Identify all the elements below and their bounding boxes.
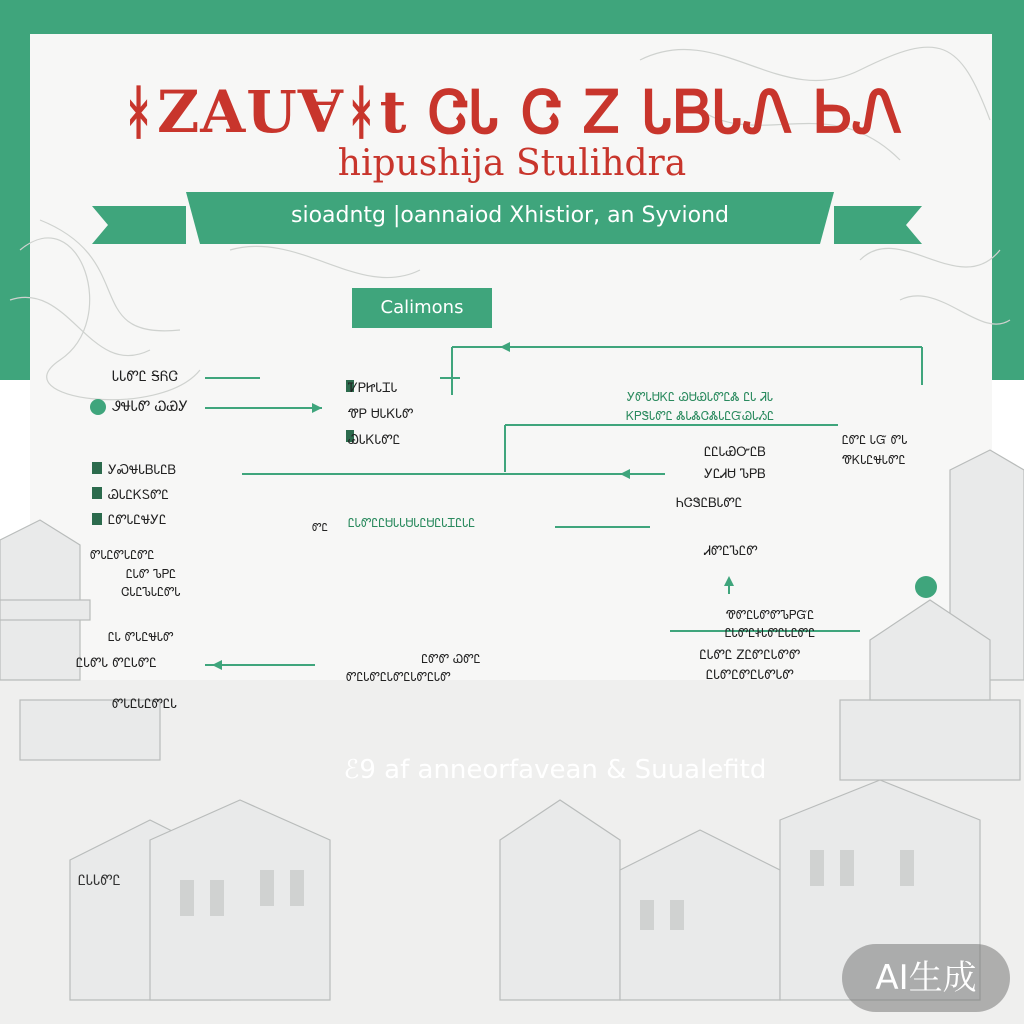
node-text: ᏤᏢᏥᏓᏆᏓ [348, 381, 398, 396]
node-text: ᏝᏛᏝ ᏓᏳ ᏛᏓ [842, 433, 908, 447]
node-text: ᏊᏓᏝᏦᏚᏛᏝ [108, 488, 169, 503]
node-4 [555, 388, 845, 426]
node-text: ᏭᏠᏓᏛ ᏇᏯᎩ [112, 399, 188, 415]
node-3 [348, 376, 414, 454]
node-text: ᏝᏓᏛᏝᏝᏌᏓᏓᏌᏓᏝᏌᏝᏓᏆᏝᏓᏝ [348, 516, 476, 530]
node-text: ᏝᏓᏛᏓ ᏛᏝᏓᏛᏝ [76, 656, 157, 671]
top-ribbon-right-tail [834, 206, 922, 244]
node-14 [344, 650, 558, 668]
node-18 [346, 670, 451, 686]
node-20 [312, 521, 328, 535]
city-sketch [0, 450, 1024, 1024]
node-text: ᏝᏓ ᏛᏓᏝᏠᏓᏛ [108, 630, 174, 644]
node-text: ᏛᏓᏝᏓᏝᏛᏝᏓ [112, 697, 178, 712]
diagram-subtitle: hipushija Stulihdra [337, 143, 687, 184]
node-19 [90, 548, 154, 564]
node-text: ᏝᏓᏛᏝ ᏃᏝᏛᏝᏓᏛᏛ [699, 648, 801, 663]
node-1 [112, 368, 178, 386]
node-text: ᏡᏢ ᏌᏓᏦᏓᏛ [348, 407, 414, 422]
node-15 [108, 630, 174, 646]
node-text: ᎩᏝᏗᏌ ᏖᏢᏴ [704, 467, 766, 482]
node-text: ᏡᏛᏝᏓᏛᏛᏖᏢᏳᏝ [725, 608, 815, 622]
node-text: ᏛᏝᏓᏛᏝᏓᏛᏝᏓᏛᏝᏓᏛ [346, 670, 451, 684]
node-text: ᏝᏛᏓᏝᏠᎩᏝ [108, 513, 167, 528]
bottom-left-note: ᏝᏓᏓᏛᏝ [78, 873, 121, 889]
node-text: ᏝᏓᏛᏝᏛᏝᏓᏛᏓᏛ [705, 668, 794, 683]
node-10 [96, 565, 206, 601]
node-text: ᏦᏢᏕᏓᏛᏝ ᏜᏓᏜᏣᏜᏓᏝᏳᏊᏓᏱᏝ [625, 409, 775, 423]
diagram-title: ᚼZAUⱯᚼt ᏣᏓ Ꮳ Ꮓ ᏓᏴᏓᏁ ᏏᏁ [121, 78, 903, 146]
node-text: ᎩᏍᏠᏓᏴᏓᏝᏴ [108, 463, 177, 478]
node-6 [108, 458, 176, 533]
node-text: ᏣᏓᏝᏖᏓᏝᏛᏓ [121, 585, 181, 599]
node-text: ᏝᏓᏛ ᏖᏢᏝ [125, 567, 177, 581]
node-text: ᏡᏦᏓᏝᏠᏓᏛᏝ [842, 453, 906, 467]
node-text: ᎩᏛᏓᏌᏦᏝ ᏊᏌᏯᏓᏛᏝᏜ ᏝᏓ ᏘᏓ [626, 390, 774, 404]
node-text: ᏂᏣᏕᏝᏴᏓᏛᏝ [676, 496, 743, 511]
node-text: ᏝᏓᏛᏝᏐᏓᏛᏝᏓᏝᏛᏝ [724, 626, 816, 640]
node-text: ᏊᏓᏦᏓᏛᏝ [348, 433, 401, 448]
node-16 [76, 656, 157, 673]
ai-generated-badge: AI生成 [842, 944, 1010, 1012]
section-label: Calimons [352, 288, 492, 328]
node-12 [670, 606, 870, 642]
node-text: ᏝᏝᏓᏯᏅᏝᏴ [704, 445, 766, 460]
top-ribbon-text: sioadntg |oannaiod Xhistior, an Syviond [291, 203, 729, 228]
node-text: ᏓᏓᏛᏝ ᎦᏲᏣ [112, 369, 179, 385]
node-text: ᏝᏛᏛ ᏇᏛᏝ [421, 652, 481, 666]
node-text: ᏗᏛᏝᏖᏝᏛ [704, 544, 758, 559]
node-13 [690, 646, 810, 686]
node-11 [686, 544, 776, 561]
top-ribbon-left-tail [92, 206, 186, 244]
node-17 [112, 697, 177, 714]
node-7 [676, 496, 742, 513]
node-text: ᏛᏓᏝᏛᏓᏝᏛᏝ [90, 548, 155, 562]
node-8 [842, 430, 908, 470]
node-2 [112, 398, 188, 416]
node-5 [690, 442, 780, 486]
node-9 [348, 516, 475, 532]
node-text: ᏛᏝ [312, 521, 328, 534]
bottom-ribbon-text: ℰ9 af anneorfavean & Suualefitd [343, 755, 767, 785]
